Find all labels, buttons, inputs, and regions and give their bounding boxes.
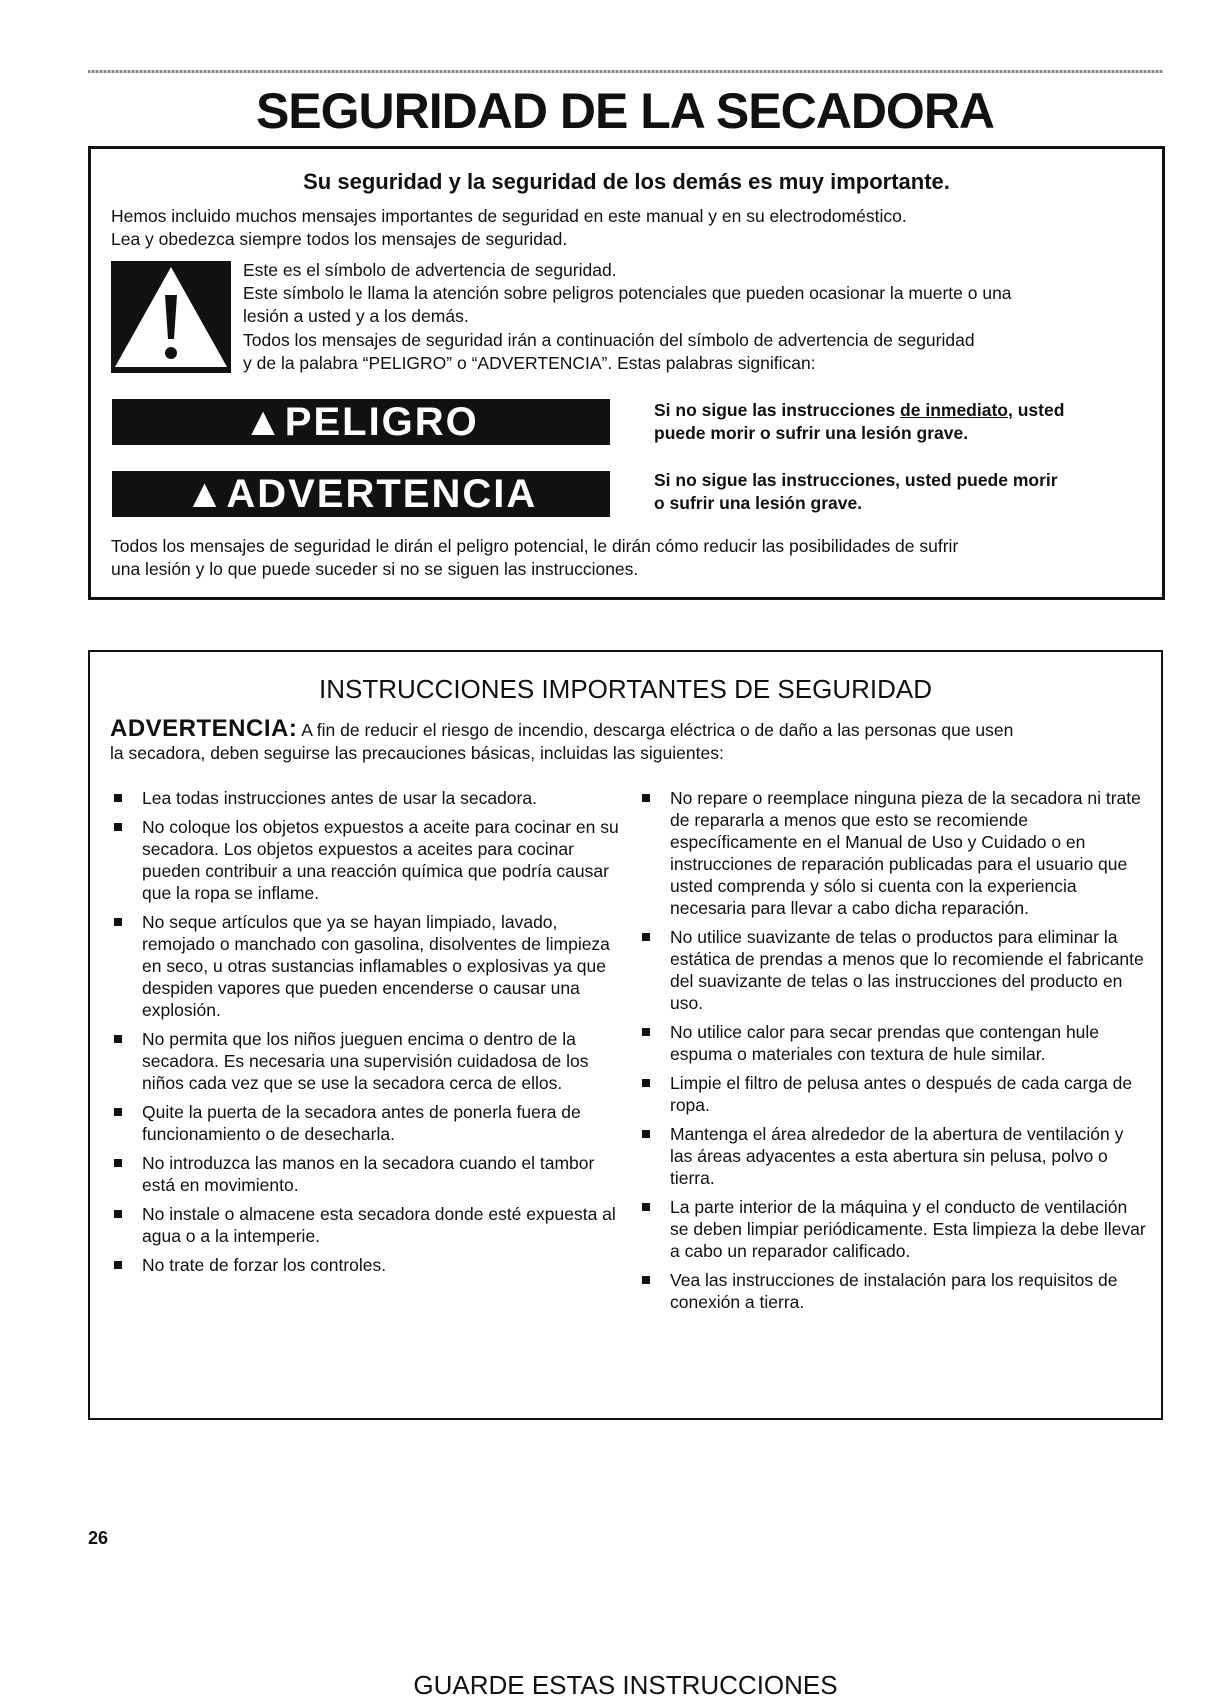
- list-item: No seque artículos que ya se hayan limpiado, lavado, remojado o manchado con gasolina, disolventes de limpieza en seco, u otras sustancias inflamables o explosivas ya que despiden vapores que pueden encenderse o causar una explosión.: [110, 911, 630, 1021]
- list-item: No trate de forzar los controles.: [110, 1254, 630, 1276]
- list-item: La parte interior de la máquina y el conducto de ventilación se deben limpiar periódicamente. Esta limpieza la debe llevar a cabo un reparador calificado.: [638, 1196, 1150, 1262]
- peligro-description: [654, 399, 1154, 445]
- peligro-text-a: Si no sigue las instrucciones: [654, 400, 901, 420]
- safety-subtitle: Su seguridad y la seguridad de los demás es muy importante.: [303, 169, 950, 194]
- list-item: Lea todas instrucciones antes de usar la secadora.: [110, 787, 630, 809]
- bullet-icon: [114, 1035, 122, 1043]
- advertencia-word: ADVERTENCIA:: [110, 715, 298, 742]
- right-instruction-list: [638, 787, 1150, 1320]
- instructions-heading: INSTRUCCIONES IMPORTANTES DE SEGURIDAD: [319, 674, 932, 704]
- symbol-line-3a: Todos los mensajes de seguridad irán a continuación del símbolo de advertencia de seguridad: [243, 330, 975, 350]
- peligro-text-underline: de inmediato: [900, 400, 1008, 420]
- advertencia-banner: ▲ADVERTENCIA: [112, 471, 610, 517]
- advertencia-description: [654, 469, 1154, 515]
- bullet-icon: [642, 933, 650, 941]
- warning-triangle-icon: [111, 261, 231, 373]
- closing-line-1: Todos los mensajes de seguridad le dirán el peligro potencial, le dirán cómo reducir las posibilidades de sufrir: [111, 536, 959, 556]
- advertencia-text-b: o sufrir una lesión grave.: [654, 493, 863, 513]
- bullet-icon: [114, 1261, 122, 1269]
- bullet-icon: [642, 1130, 650, 1138]
- list-item: Limpie el filtro de pelusa antes o después de cada carga de ropa.: [638, 1072, 1150, 1116]
- bullet-icon: [642, 1028, 650, 1036]
- bullet-icon: [114, 1210, 122, 1218]
- bullet-icon: [114, 794, 122, 802]
- peligro-text-c: puede morir o sufrir una lesión grave.: [654, 423, 969, 443]
- list-item: Mantenga el área alrededor de la abertura de ventilación y las áreas adyacentes a esta abertura sin pelusa, polvo o tierra.: [638, 1123, 1150, 1189]
- advertencia-intro-text-1: A fin de reducir el riesgo de incendio, descarga eléctrica o de daño a las personas que usen: [297, 720, 1014, 740]
- symbol-line-3b: y de la palabra “PELIGRO” o “ADVERTENCIA”. Estas palabras significan:: [243, 353, 816, 373]
- closing-line-2: una lesión y lo que puede suceder si no se siguen las instrucciones.: [111, 559, 639, 579]
- page-title: SEGURIDAD DE LA SECADORA: [255, 83, 995, 139]
- page-number: 26: [88, 1528, 109, 1548]
- bullet-icon: [642, 1079, 650, 1087]
- list-item: No utilice calor para secar prendas que contengan hule espuma o materiales con textura de hule similar.: [638, 1021, 1150, 1065]
- bullet-icon: [114, 918, 122, 926]
- list-item: Vea las instrucciones de instalación para los requisitos de conexión a tierra.: [638, 1269, 1150, 1313]
- bullet-icon: [642, 1276, 650, 1284]
- save-instructions-heading: GUARDE ESTAS INSTRUCCIONES: [413, 1670, 838, 1700]
- bullet-icon: [642, 794, 650, 802]
- bullet-icon: [114, 1108, 122, 1116]
- advertencia-text-a: Si no sigue las instrucciones, usted puede morir: [654, 470, 1058, 490]
- bullet-icon: [114, 823, 122, 831]
- bullet-icon: [114, 1159, 122, 1167]
- list-item: No permita que los niños jueguen encima o dentro de la secadora. Es necesaria una supervisión cuidadosa de los niños cada vez que se use la secadora cerca de ellos.: [110, 1028, 630, 1094]
- top-rule: [88, 70, 1163, 73]
- peligro-text-b: , usted: [1007, 400, 1065, 420]
- left-instruction-list: [110, 787, 630, 1283]
- intro-line-2: Lea y obedezca siempre todos los mensajes de seguridad.: [111, 229, 568, 249]
- list-item: No introduzca las manos en la secadora cuando el tambor está en movimiento.: [110, 1152, 630, 1196]
- peligro-banner: ▲PELIGRO: [112, 399, 610, 445]
- safety-box: [88, 146, 1165, 600]
- bullet-icon: [642, 1203, 650, 1211]
- list-item: No instale o almacene esta secadora donde esté expuesta al agua o a la intemperie.: [110, 1203, 630, 1247]
- symbol-line-1: Este es el símbolo de advertencia de seguridad.: [243, 260, 617, 280]
- advertencia-intro-text-2: la secadora, deben seguirse las precauciones básicas, incluidas las siguientes:: [110, 743, 724, 763]
- list-item: No coloque los objetos expuestos a aceite para cocinar en su secadora. Los objetos expuestos a aceites para cocinar pueden contribuir a una reacción química que podría causar que la ropa se inflame.: [110, 816, 630, 904]
- list-item: No repare o reemplace ninguna pieza de la secadora ni trate de repararla a menos que esto se recomiende específicamente en el Manual de Uso y Cuidado o en instrucciones de reparación publicadas para el usuario que usted comprenda y sólo si cuenta con la experiencia necesaria para llevar a cabo dicha reparación.: [638, 787, 1150, 919]
- advertencia-intro: [110, 717, 1140, 765]
- symbol-line-2b: lesión a usted y a los demás.: [243, 306, 469, 326]
- symbol-line-2a: Este símbolo le llama la atención sobre peligros potenciales que pueden ocasionar la muerte o una: [243, 283, 1012, 303]
- intro-line-1: Hemos incluido muchos mensajes importantes de seguridad en este manual y en su electrodoméstico.: [111, 206, 907, 226]
- list-item: Quite la puerta de la secadora antes de ponerla fuera de funcionamiento o de desecharla.: [110, 1101, 630, 1145]
- list-item: No utilice suavizante de telas o productos para eliminar la estática de prendas a menos que lo recomiende el fabricante del suavizante de telas o las instrucciones del producto en uso.: [638, 926, 1150, 1014]
